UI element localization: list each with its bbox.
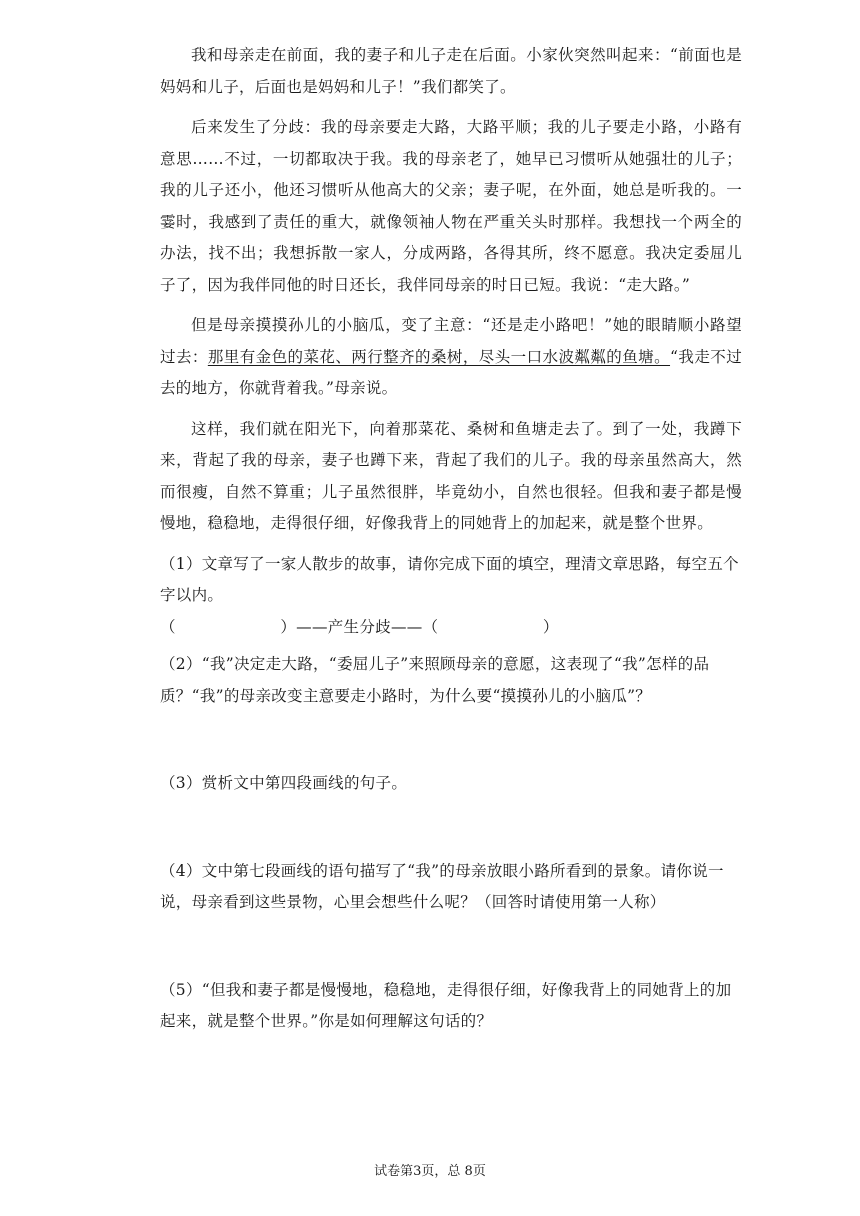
passage-paragraph-4: 这样，我们就在阳光下，向着那菜花、桑树和鱼塘走去了。到了一处，我蹲下来，背起了我的母亲，妻子也蹲下来，背起了我们的儿子。我的母亲虽然高大，然而很瘦，自然不算重；儿子虽然很胖，毕竟幼小，自然也很轻。但我和妻子都是慢慢地，稳稳地，走得很仔细，好像我背上的同她背上的加起来，就是整个世界。 [160, 419, 742, 532]
question-1: （1）文章写了一家人散步的故事，请你完成下面的填空，理清文章思路，每空五个字以内。 [160, 554, 739, 604]
passage-paragraph-1: 我和母亲走在前面，我的妻子和儿子走在后面。小家伙突然叫起来：“前面也是妈妈和儿子，后面也是妈妈和儿子！”我们都笑了。 [160, 46, 742, 96]
question-1-fill-blanks: （ ）——产生分歧——（ ） [160, 617, 559, 636]
answer-space-2 [160, 712, 742, 768]
underlined-sentence: 那里有金色的菜花、两行整齐的桑树，尽头一口水波粼粼的鱼塘。 [207, 347, 671, 366]
page-content [160, 40, 742, 1038]
passage-paragraph-3 [160, 310, 742, 405]
question-5: （5）“但我和妻子都是慢慢地，稳稳地，走得很仔细，好像我背上的同她背上的加起来，就是整个世界。”你是如何理解这句话的？ [160, 980, 732, 1030]
passage-paragraph-2: 后来发生了分歧：我的母亲要走大路，大路平顺；我的儿子要走小路，小路有意思……不过，一切都取决于我。我的母亲老了，她早已习惯听从她强壮的儿子；我的儿子还小，他还习惯听从他高大的父亲；妻子呢，在外面，她总是听我的。一霎时，我感到了责任的重大，就像领袖人物在严重关头时那样。我想找一个两全的办法，找不出；我想拆散一家人，分成两路，各得其所，终不愿意。我决定委屈儿子了，因为我伴同他的时日还长，我伴同母亲的时日已短。我说：“走大路。” [160, 118, 742, 294]
passage-paragraph-3-lead: 但是母亲摸摸孙儿的小脑瓜，变了主意：“还是走小路吧！”她的眼睛顺小路望过去： [160, 316, 742, 366]
passage-paragraph-3-tail: “我走不过去的地方，你就背着我。”母亲说。 [160, 347, 743, 397]
question-4: （4）文中第七段画线的语句描写了“我”的母亲放眼小路所看到的景象。请你说一说，母亲看到这些景物，心里会想些什么呢？（回答时请使用第一人称） [160, 861, 724, 911]
answer-space-3 [160, 800, 742, 856]
answer-space-4 [160, 919, 742, 975]
page-footer: 试卷第3页，总 8页 [374, 1164, 486, 1179]
question-3: （3）赏析文中第四段画线的句子。 [160, 774, 408, 792]
question-2: （2）“我”决定走大路，“委屈儿子”来照顾母亲的意愿，这表现了“我”怎样的品质？“我”的母亲改变主意要走小路时，为什么要“摸摸孙儿的小脑瓜”？ [160, 655, 710, 705]
